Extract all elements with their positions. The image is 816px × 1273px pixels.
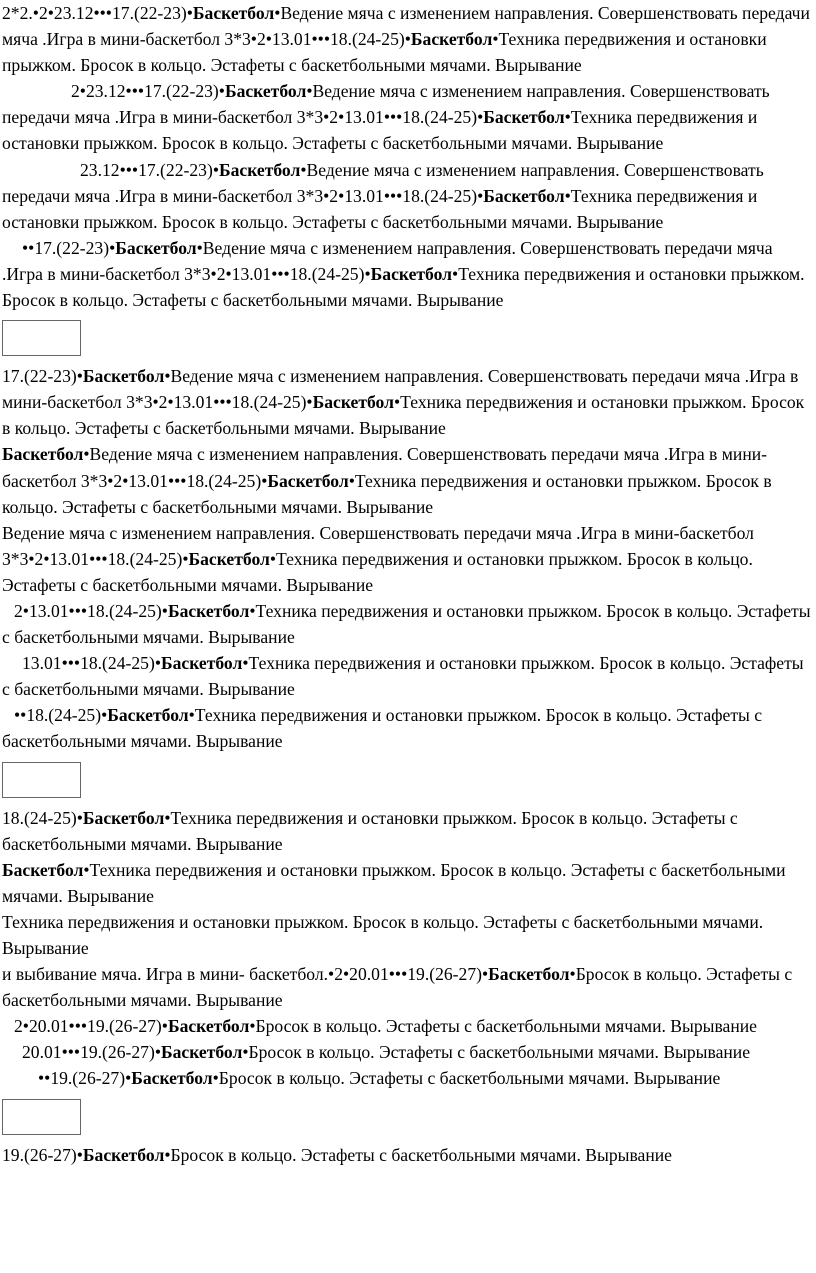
- text-paragraph: [2, 235, 814, 313]
- text-paragraph: [2, 1142, 814, 1168]
- text-paragraph: [2, 0, 814, 78]
- text-run: 18.(24-25)•: [2, 807, 83, 828]
- text-paragraph: [2, 1039, 814, 1065]
- text-run: ••18.(24-25)•: [14, 705, 108, 726]
- text-run: •Техника передвижения и остановки прыжком. Бросок в кольцо. Эстафеты с баскетбольными мячами. Вырывание: [2, 470, 772, 517]
- text-paragraph: [2, 598, 814, 650]
- text-run: 2•23.12•••17.(22-23)•: [71, 81, 225, 102]
- blank-image-box: [2, 762, 81, 798]
- text-run: 2•13.01•••18.(24-25)•: [14, 600, 168, 621]
- bold-keyword: Баскетбол: [312, 392, 394, 413]
- text-paragraph: [2, 363, 814, 441]
- text-run: •Техника передвижения и остановки прыжком. Бросок в кольцо. Эстафеты с баскетбольными мячами. Вырывание: [2, 29, 767, 76]
- text-paragraph: [2, 805, 814, 857]
- text-paragraph: [2, 157, 814, 235]
- text-run: •Ведение мяча с изменением направления. Совершенствовать передачи мяча .Игра в мини-баскетбол 3*3•2•13.01•••18.(24-25)•: [2, 81, 770, 128]
- blank-image-box: [2, 1099, 81, 1135]
- bold-keyword: Баскетбол: [267, 470, 349, 491]
- text-run: •Техника передвижения и остановки прыжком. Бросок в кольцо. Эстафеты с баскетбольными мячами. Вырывание: [2, 548, 753, 595]
- text-paragraph: [2, 702, 814, 754]
- bold-keyword: Баскетбол: [160, 1042, 243, 1063]
- text-run: 13.01•••18.(24-25)•: [22, 653, 161, 674]
- bold-keyword: Баскетбол: [2, 444, 84, 465]
- text-paragraph: [2, 961, 814, 1013]
- text-run: •Бросок в кольцо. Эстафеты с баскетбольными мячами. Вырывание: [212, 1068, 721, 1089]
- text-paragraph: [2, 909, 814, 961]
- text-run: ••17.(22-23)•: [22, 237, 116, 258]
- text-paragraph: [2, 78, 814, 156]
- bold-keyword: Баскетбол: [167, 1016, 250, 1037]
- text-run: •Техника передвижения и остановки прыжком. Бросок в кольцо. Эстафеты с баскетбольными мячами. Вырывание: [2, 807, 738, 854]
- text-run: •Техника передвижения и остановки прыжком. Бросок в кольцо. Эстафеты с баскетбольными мячами. Вырывание: [2, 185, 758, 232]
- text-run: •Техника передвижения и остановки прыжком. Бросок в кольцо. Эстафеты с баскетбольными мячами. Вырывание: [2, 392, 805, 439]
- bold-keyword: Баскетбол: [192, 3, 275, 23]
- bold-keyword: Баскетбол: [483, 107, 565, 128]
- text-run: •Техника передвижения и остановки прыжком. Бросок в кольцо. Эстафеты с баскетбольными мячами. Вырывание: [2, 600, 811, 648]
- bold-keyword: Баскетбол: [82, 1144, 165, 1165]
- text-paragraph: [2, 520, 814, 598]
- bold-keyword: Баскетбол: [131, 1068, 213, 1089]
- text-run: •Ведение мяча с изменением направления. Совершенствовать передачи мяча .Игра в мини-баскетбол 3*3•2•13.01•••18.(24-25)•: [2, 237, 773, 284]
- text-run: •Техника передвижения и остановки прыжком. Бросок в кольцо. Эстафеты с баскетбольными мячами. Вырывание: [2, 263, 805, 311]
- text-run: 2•20.01•••19.(26-27)•: [14, 1016, 168, 1037]
- text-run: •Техника передвижения и остановки прыжком. Бросок в кольцо. Эстафеты с баскетбольными мячами. Вырывание: [2, 653, 804, 700]
- bold-keyword: Баскетбол: [483, 185, 565, 206]
- bold-keyword: Баскетбол: [167, 600, 250, 621]
- text-run: и выбивание мяча. Игра в мини- баскетбол.•2•20.01•••19.(26-27)•: [2, 964, 489, 985]
- text-run: •Техника передвижения и остановки прыжком. Бросок в кольцо. Эстафеты с баскетбольными мячами. Вырывание: [2, 859, 786, 906]
- bold-keyword: Баскетбол: [107, 705, 189, 726]
- bold-keyword: Баскетбол: [82, 807, 165, 828]
- text-run: •Бросок в кольцо. Эстафеты с баскетбольными мячами. Вырывание: [164, 1144, 672, 1165]
- text-run: 20.01•••19.(26-27)•: [22, 1042, 161, 1063]
- bold-keyword: Баскетбол: [160, 653, 243, 674]
- text-run: •Ведение мяча с изменением направления. Совершенствовать передачи мяча .Игра в мини-баскетбол 3*3•2•13.01•••18.(24-25)•: [2, 366, 799, 413]
- text-run: 2*2.•2•23.12•••17.(22-23)•: [2, 3, 193, 23]
- text-paragraph: [2, 1065, 814, 1091]
- text-run: Ведение мяча с изменением направления. Совершенствовать передачи мяча .Игра в мини-баскетбол 3*3•2•13.01•••18.(24-25)•: [2, 522, 754, 569]
- bold-keyword: Баскетбол: [370, 263, 453, 284]
- text-run: •Бросок в кольцо. Эстафеты с баскетбольными мячами. Вырывание: [242, 1042, 751, 1063]
- text-paragraph: [2, 441, 814, 519]
- blank-image-box: [2, 320, 81, 356]
- bold-keyword: Баскетбол: [410, 29, 493, 50]
- text-run: •Ведение мяча с изменением направления. Совершенствовать передачи мяча .Игра в мини-баскетбол 3*3•2•13.01•••18.(24-25)•: [2, 444, 768, 491]
- bold-keyword: Баскетбол: [188, 548, 270, 569]
- text-run: •Ведение мяча с изменением направления. Совершенствовать передачи мяча .Игра в мини-баскетбол 3*3•2•13.01•••18.(24-25)•: [2, 159, 764, 206]
- text-paragraph: [2, 650, 814, 702]
- bold-keyword: Баскетбол: [218, 159, 301, 180]
- text-run: •Ведение мяча с изменением направления. Совершенствовать передачи мяча .Игра в мини-баскетбол 3*3•2•13.01•••18.(24-25)•: [2, 3, 810, 50]
- bold-keyword: Баскетбол: [115, 237, 197, 258]
- text-paragraph: [2, 857, 814, 909]
- text-paragraph: [2, 1013, 814, 1039]
- bold-keyword: Баскетбол: [82, 366, 165, 387]
- text-run: 23.12•••17.(22-23)•: [80, 159, 219, 180]
- text-run: •Техника передвижения и остановки прыжком. Бросок в кольцо. Эстафеты с баскетбольными мячами. Вырывание: [2, 107, 758, 154]
- text-run: •Техника передвижения и остановки прыжком. Бросок в кольцо. Эстафеты с баскетбольными мячами. Вырывание: [2, 705, 763, 752]
- bold-keyword: Баскетбол: [488, 964, 570, 985]
- text-run: ••19.(26-27)•: [38, 1068, 132, 1089]
- text-run: Техника передвижения и остановки прыжком. Бросок в кольцо. Эстафеты с баскетбольными мячами. Вырывание: [2, 911, 764, 958]
- bold-keyword: Баскетбол: [2, 859, 84, 880]
- bold-keyword: Баскетбол: [224, 81, 307, 102]
- text-run: •Бросок в кольцо. Эстафеты с баскетбольными мячами. Вырывание: [2, 964, 793, 1011]
- text-run: •Бросок в кольцо. Эстафеты с баскетбольными мячами. Вырывание: [249, 1016, 757, 1037]
- text-run: 17.(22-23)•: [2, 366, 83, 387]
- text-run: 19.(26-27)•: [2, 1144, 83, 1165]
